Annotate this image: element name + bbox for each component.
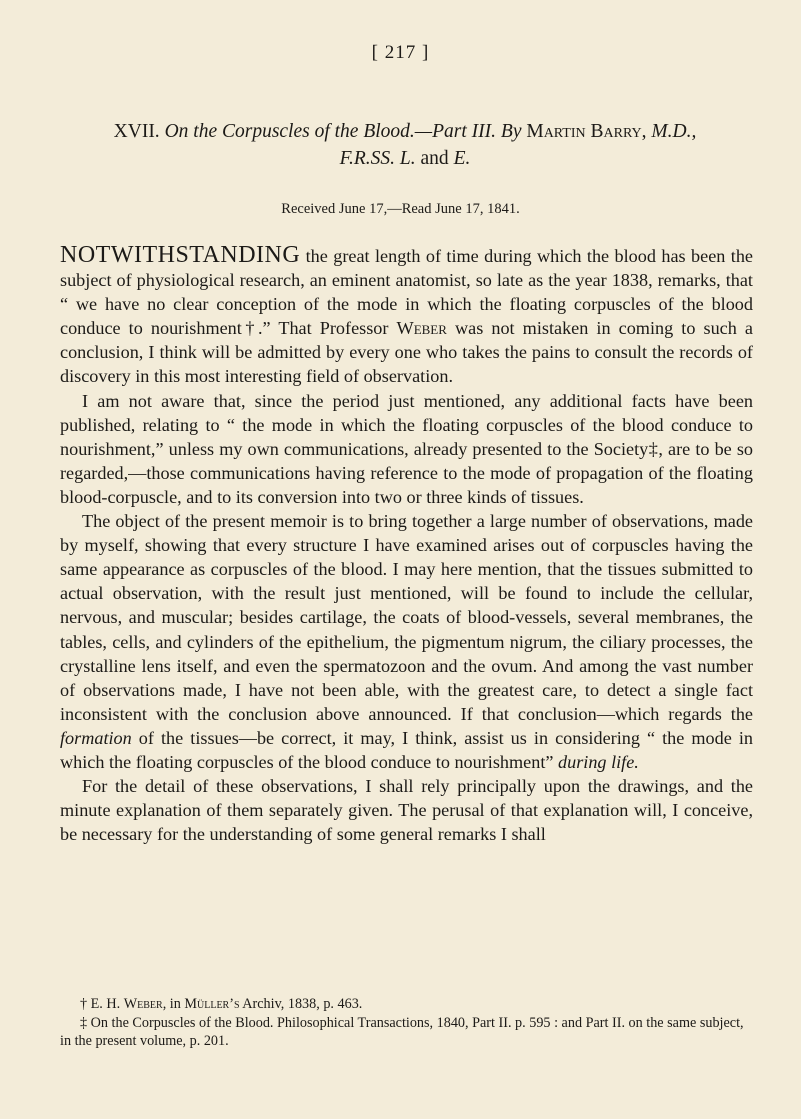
- footnote-2: ‡ On the Corpuscles of the Blood. Philosophical Transactions, 1840, Part II. p. 595 : and Part II. on the same subject, in the present volume, p. 201.: [60, 1014, 744, 1049]
- article-title: [60, 118, 750, 172]
- title-author: Martin Barry,: [526, 121, 647, 142]
- p1-weber: Weber: [396, 318, 447, 339]
- paragraph-2: I am not aware that, since the period just mentioned, any additional facts have been published, relating to “ the mode in which the floating corpuscles of the blood conduce to nourishment,” unless my own communications, already presented to the Society‡, are to be so regarded,—those communications having reference to the mode of propagation of the floating blood-corpuscle, and to its conversion into two or three kinds of tissues.: [60, 390, 753, 507]
- article-body: [60, 243, 753, 846]
- paragraph-4: For the detail of these observations, I shall rely principally upon the drawings, and the minute explanation of them separately given. The perusal of that explanation will, I conceive, be necessary for the understanding of some general remarks I shall: [60, 776, 753, 845]
- paragraph-1: [60, 243, 753, 389]
- fn1-end: Archiv, 1838, p. 463.: [239, 996, 363, 1012]
- received-date: Received June 17,—Read June 17, 1841.: [281, 201, 520, 217]
- fn1-mark: † E. H.: [80, 996, 124, 1012]
- p1-text-a: the great length of time during which the blood has been the subject of physiological research, an eminent anatomist, so late as the year 1838, remarks, that “ we have no clear conception of the mode in which the floating corpuscles of the blood conduce to nourishment†.” That Professor: [60, 246, 753, 339]
- footnote-1: [60, 995, 753, 1014]
- p1-text-b: was not mistaken in coming to such a conclusion, I think will be admitted by every one who takes the pains to consult the records of discovery in this most interesting field of observation.: [60, 318, 753, 387]
- p3-text-a: The object of the present memoir is to bring together a large number of observations, made by myself, showing that every structure I have examined arises out of corpuscles having the same appearance as corpuscles of the blood. I may here mention, that the tissues submitted to actual observation, with the result just mentioned, will be found to include the cellular, nervous, and muscular; besides cartilage, the coats of blood-vessels, several membranes, the tables, cells, and cylinders of the epithelium, the pigmentum nigrum, the ciliary processes, the crystalline lens itself, and even the spermatozoon and the ovum. And among the vast number of observations made, I have not been able, with the greatest care, to detect a single fact inconsistent with the conclusion above announced. If that conclusion—which regards the: [60, 511, 753, 724]
- fn1-muller: Müller’s: [184, 996, 240, 1012]
- paragraph-3: [60, 509, 753, 774]
- title-italic: On the Corpuscles of the Blood.—Part III.: [164, 121, 497, 142]
- title-degree: M.D.,: [651, 121, 697, 142]
- title-by: By: [500, 121, 522, 142]
- p3-during-life: during life.: [558, 751, 639, 772]
- dropcap: NOTWITHSTANDING: [60, 242, 301, 268]
- title-and: and: [420, 148, 449, 169]
- title-numeral: XVII.: [113, 121, 160, 142]
- title-e: E.: [453, 148, 471, 169]
- title-fellowship: F.R.SS. L.: [339, 148, 416, 169]
- p3-formation: formation: [60, 727, 132, 748]
- page-number: [ 217 ]: [371, 42, 430, 63]
- footnotes: [60, 995, 753, 1051]
- fn1-mid: , in: [162, 996, 185, 1012]
- p3-text-b: of the tissues—be correct, it may, I think, assist us in considering “ the mode in which the floating corpuscles of the blood conduce to nourishment”: [60, 727, 753, 772]
- fn1-weber: Weber: [123, 996, 163, 1012]
